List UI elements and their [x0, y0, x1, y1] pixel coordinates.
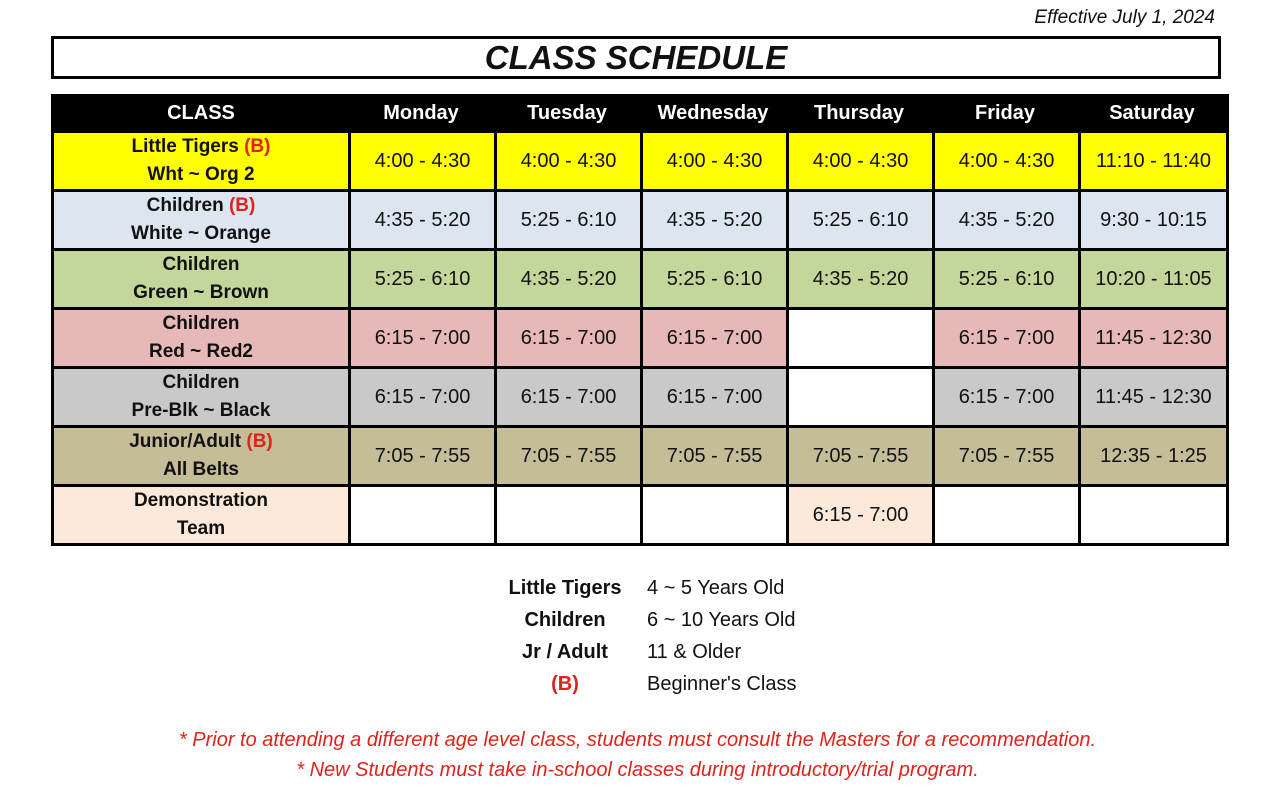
time-cell: 11:10 - 11:40 [1078, 130, 1226, 189]
time-cell: 5:25 - 6:10 [932, 248, 1078, 307]
header-monday: Monday [348, 97, 494, 130]
time-cell: 6:15 - 7:00 [786, 484, 932, 543]
header-saturday: Saturday [1078, 97, 1226, 130]
time-cell: 4:00 - 4:30 [786, 130, 932, 189]
time-cell: 11:45 - 12:30 [1078, 307, 1226, 366]
time-cell: 6:15 - 7:00 [348, 366, 494, 425]
table-row [54, 307, 1226, 366]
time-cell: 12:35 - 1:25 [1078, 425, 1226, 484]
time-cell: 9:30 - 10:15 [1078, 189, 1226, 248]
time-cell-empty [640, 484, 786, 543]
header-friday: Friday [932, 97, 1078, 130]
time-cell: 4:00 - 4:30 [494, 130, 640, 189]
page-title: CLASS SCHEDULE [51, 36, 1221, 79]
time-cell-empty [786, 307, 932, 366]
time-cell: 10:20 - 11:05 [1078, 248, 1226, 307]
time-cell: 11:45 - 12:30 [1078, 366, 1226, 425]
effective-date: Effective July 1, 2024 [1034, 7, 1215, 28]
time-cell: 4:35 - 5:20 [348, 189, 494, 248]
time-cell: 4:00 - 4:30 [640, 130, 786, 189]
time-cell-empty [786, 366, 932, 425]
time-cell: 7:05 - 7:55 [786, 425, 932, 484]
time-cell: 7:05 - 7:55 [640, 425, 786, 484]
time-cell: 5:25 - 6:10 [786, 189, 932, 248]
legend-item [495, 572, 796, 604]
legend-term: Children [524, 608, 606, 631]
legend-term: Little Tigers [508, 576, 622, 599]
legend-item [495, 636, 796, 668]
time-cell: 7:05 - 7:55 [348, 425, 494, 484]
time-cell: 7:05 - 7:55 [494, 425, 640, 484]
time-cell: 6:15 - 7:00 [640, 307, 786, 366]
time-cell: 4:35 - 5:20 [494, 248, 640, 307]
time-cell-empty [1078, 484, 1226, 543]
class-name-cell: Children Red ~ Red2 [54, 307, 348, 366]
time-cell: 5:25 - 6:10 [348, 248, 494, 307]
age-legend [495, 572, 796, 700]
table-row [54, 484, 1226, 543]
legend-item [495, 668, 796, 700]
time-cell: 4:35 - 5:20 [786, 248, 932, 307]
time-cell: 6:15 - 7:00 [494, 366, 640, 425]
note-consult-masters: * Prior to attending a different age level class, students must consult the Masters for a recommendation. [178, 729, 1097, 751]
table-row [54, 189, 1226, 248]
time-cell: 4:00 - 4:30 [348, 130, 494, 189]
time-cell: 4:00 - 4:30 [932, 130, 1078, 189]
header-thursday: Thursday [786, 97, 932, 130]
time-cell: 6:15 - 7:00 [640, 366, 786, 425]
class-name-cell: Children Green ~ Brown [54, 248, 348, 307]
time-cell: 5:25 - 6:10 [494, 189, 640, 248]
time-cell: 6:15 - 7:00 [348, 307, 494, 366]
time-cell-empty [932, 484, 1078, 543]
header-wednesday: Wednesday [640, 97, 786, 130]
class-name-cell: Junior/Adult (B) All Belts [54, 425, 348, 484]
legend-item [495, 604, 796, 636]
table-row [54, 130, 1226, 189]
schedule-table [51, 94, 1229, 546]
time-cell: 6:15 - 7:00 [932, 307, 1078, 366]
time-cell: 4:35 - 5:20 [640, 189, 786, 248]
time-cell-empty [494, 484, 640, 543]
legend-term: Jr / Adult [522, 640, 608, 663]
legend-desc: 4 ~ 5 Years Old [647, 576, 785, 599]
time-cell: 5:25 - 6:10 [640, 248, 786, 307]
header-class: CLASS [54, 97, 348, 130]
legend-desc: 6 ~ 10 Years Old [647, 608, 796, 631]
class-name-cell: Children Pre-Blk ~ Black [54, 366, 348, 425]
legend-desc: Beginner's Class [647, 672, 797, 695]
time-cell-empty [348, 484, 494, 543]
class-name-cell: Little Tigers (B) Wht ~ Org 2 [54, 130, 348, 189]
class-name-cell: Children (B) White ~ Orange [54, 189, 348, 248]
table-row [54, 366, 1226, 425]
header-row [54, 97, 1226, 130]
class-name-cell: Demonstration Team [54, 484, 348, 543]
time-cell: 6:15 - 7:00 [932, 366, 1078, 425]
table-row [54, 425, 1226, 484]
note-new-students: * New Students must take in-school classes during introductory/trial program. [296, 759, 979, 781]
time-cell: 4:35 - 5:20 [932, 189, 1078, 248]
table-row [54, 248, 1226, 307]
legend-desc: 11 & Older [647, 640, 742, 663]
legend-term-beginner: (B) [551, 672, 579, 695]
header-tuesday: Tuesday [494, 97, 640, 130]
time-cell: 7:05 - 7:55 [932, 425, 1078, 484]
time-cell: 6:15 - 7:00 [494, 307, 640, 366]
